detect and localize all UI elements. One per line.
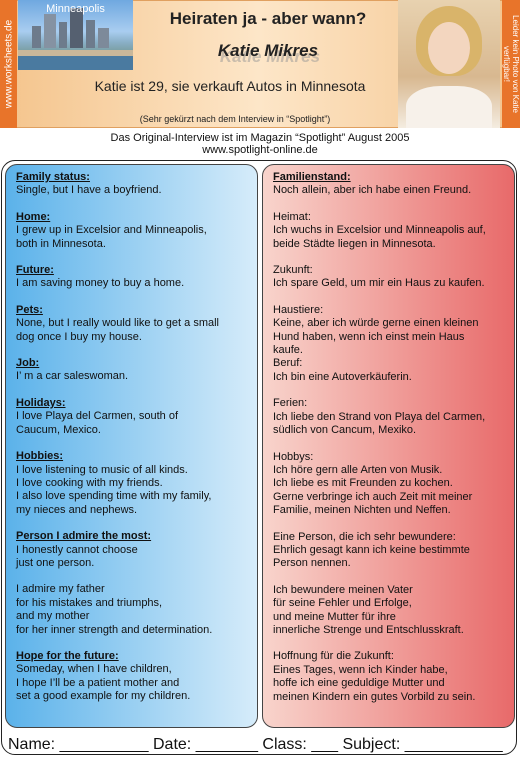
minneapolis-photo: [18, 0, 133, 70]
english-text: Someday, when I have children, I hope I’ll be a patient mother and set a good example for my children.: [16, 663, 191, 703]
english-block: [16, 583, 247, 637]
english-text: I love listening to music of all kinds. I love cooking with my friends. I also love spending time with my family, my nieces and nephews.: [16, 463, 212, 516]
english-heading: Future:: [16, 264, 54, 277]
english-block: [16, 211, 247, 251]
website-label: www.worksheets.de: [3, 19, 14, 109]
german-heading: Familienstand:: [273, 171, 351, 183]
german-block: Hobbys: Ich höre gern alle Arten von Musik. Ich liebe es mit Freunden zu kochen. Gerne verbringe ich auch Zeit mit meiner Familie, meinen Nichten und Neffen.: [273, 450, 473, 517]
english-block: [16, 171, 247, 198]
english-heading: Hope for the future:: [16, 649, 119, 662]
german-block: Heimat: Ich wuchs in Excelsior und Minneapolis auf, beide Städte liegen in Minnesota.: [273, 210, 486, 250]
english-heading: Job:: [16, 357, 40, 370]
portrait-photo: [398, 0, 500, 128]
english-block: [16, 264, 247, 291]
german-block: [273, 171, 504, 198]
english-text: I admire my father for his mistakes and triumphs, and my mother for her inner strength and determination.: [16, 583, 213, 636]
english-heading: Family status:: [16, 171, 90, 183]
city-label: Minneapolis: [46, 3, 105, 15]
magazine-note: Das Original-Interview ist im Magazin “Spotlight” August 2005: [110, 132, 410, 144]
english-block: [16, 397, 247, 437]
english-block: [16, 530, 247, 570]
english-block: [16, 357, 247, 384]
english-text: I’ m a car saleswoman.: [16, 370, 129, 383]
magazine-url: www.spotlight-online.de: [202, 144, 318, 156]
english-heading: Pets:: [16, 303, 43, 316]
english-block: [16, 650, 247, 704]
german-block: Hoffnung für die Zukunft: Eines Tages, wenn ich Kinder habe, hoffe ich eine geduldige Mutter und meinen Kindern ein gutes Vorbild zu sein.: [273, 650, 476, 703]
person-name: Katie Mikres: [217, 41, 319, 60]
english-panel: [5, 164, 258, 728]
german-block: Haustiere: Keine, aber ich würde gerne einen kleinen Hund haben, wenn ich einst mein Haus kaufe. Beruf: Ich bin eine Autoverkäuferin.: [273, 303, 479, 383]
worksheet-title: Heiraten ja - aber wann?: [169, 9, 367, 28]
english-text: I honestly cannot choose just one person.: [16, 543, 138, 569]
student-info-line: Name: __________ Date: _______ Class: ___ Subject: ___________: [8, 736, 503, 753]
english-block: [16, 304, 247, 344]
english-text: I am saving money to buy a home.: [16, 277, 185, 290]
intro-text: Katie ist 29, sie verkauft Autos in Minnesota: [94, 78, 366, 94]
subheader: [0, 132, 520, 156]
english-text: I love Playa del Carmen, south of Caucum, Mexico.: [16, 410, 179, 436]
english-heading: Person I admire the most:: [16, 530, 152, 543]
german-block: Ich bewundere meinen Vater für seine Fehler und Erfolge, und meine Mutter für ihre innerliche Strenge und Entschlusskraft.: [273, 583, 464, 636]
english-heading: Hobbies:: [16, 450, 64, 463]
english-text: Single, but I have a boyfriend.: [16, 184, 162, 197]
english-heading: Home:: [16, 210, 51, 223]
english-block: [16, 450, 247, 517]
german-block: Ferien: Ich liebe den Strand von Playa del Carmen, südlich von Cancum, Mexiko.: [273, 397, 486, 437]
english-heading: Holidays:: [16, 396, 66, 409]
english-text: None, but I really would like to get a small dog once I buy my house.: [16, 317, 219, 343]
source-note: (Sehr gekürzt nach dem Interview in “Spotlight”): [139, 114, 331, 124]
website-side-banner: [0, 0, 17, 128]
photo-note-banner: [502, 0, 520, 128]
german-text: Noch allein, aber ich habe einen Freund.: [273, 184, 472, 197]
english-text: I grew up in Excelsior and Minneapolis, both in Minnesota.: [16, 224, 207, 250]
german-block: Eine Person, die ich sehr bewundere: Ehrlich gesagt kann ich keine bestimmte Person nennen.: [273, 530, 470, 570]
photo-note: Leider kein Photo von Katie verfügbar!: [502, 15, 520, 113]
german-panel: [262, 164, 515, 728]
german-block: Zukunft: Ich spare Geld, um mir ein Haus zu kaufen.: [273, 264, 485, 290]
